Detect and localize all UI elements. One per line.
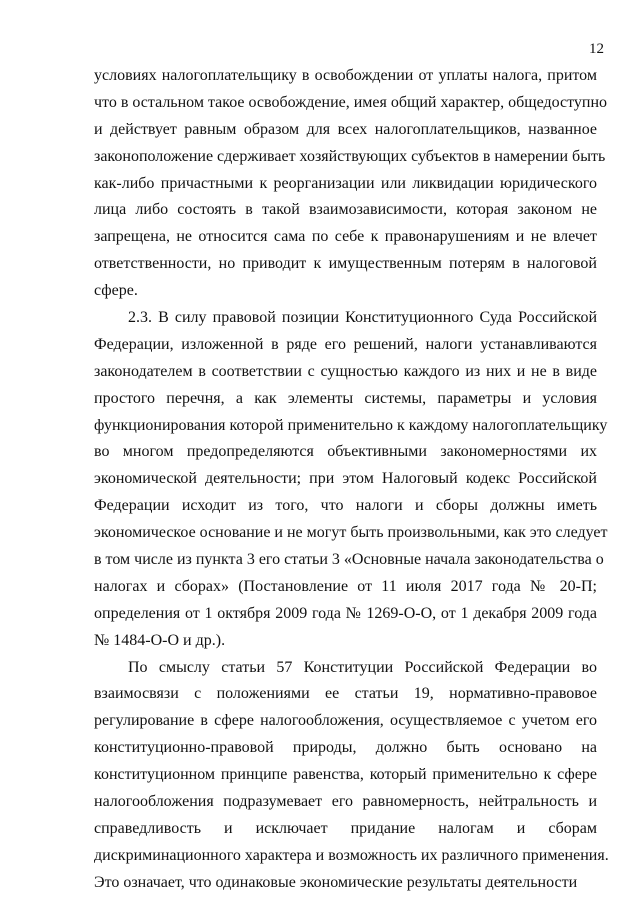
paragraph	[94, 63, 608, 305]
text-line: конституционно-правовой природы, должно быть основано на	[94, 739, 597, 757]
text-line: законоположение сдерживает хозяйствующих субъектов в намерении быть	[94, 147, 606, 165]
text-line: законодателем в соответствии с сущностью каждого из них и не в виде	[94, 362, 597, 380]
text-line: конституционном принципе равенства, который применительно к сфере	[94, 766, 597, 784]
text-line: что в остальном такое освобождение, имея общий характер, общедоступно	[94, 93, 608, 111]
text-line: Это означает, что одинаковые экономические результаты деятельности	[94, 873, 578, 891]
text-line: Федерации, изложенной в ряде его решений, налоги устанавливаются	[94, 335, 597, 353]
text-line: регулирование в сфере налогообложения, осуществляемое с учетом его	[94, 712, 597, 730]
text-line: в том числе из пункта 3 его статьи 3 «Основные начала законодательства о	[94, 551, 604, 569]
text-line: и действует равным образом для всех налогоплательщиков, названное	[94, 120, 597, 138]
text-line: дискриминационного характера и возможность их различного применения.	[94, 846, 609, 864]
text-line: экономическое основание и не могут быть произвольными, как это следует	[94, 524, 608, 542]
text-line: во многом предопределяются объективными закономерностями их	[94, 443, 597, 461]
text-line: По смыслу статьи 57 Конституции Российской Федерации во	[128, 658, 597, 676]
page-number: 12	[589, 41, 604, 57]
text-line: налогах и сборах» (Постановление от 11 июля 2017 года № 20-П;	[94, 577, 597, 595]
text-line: экономической деятельности; при этом Налоговый кодекс Российской	[94, 470, 597, 488]
document-body	[94, 63, 609, 897]
paragraph	[94, 655, 609, 897]
text-line: 2.3. В силу правовой позиции Конституционного Суда Российской	[128, 309, 597, 327]
text-line: налогообложения подразумевает его равномерность, нейтральность и	[94, 793, 597, 811]
text-line: функционирования которой применительно к каждому налогоплательщику	[94, 416, 608, 434]
text-line: Федерации исходит из того, что налоги и сборы должны иметь	[94, 497, 597, 515]
text-line: взаимосвязи с положениями ее статьи 19, нормативно-правовое	[94, 685, 597, 703]
text-line: лица либо состоять в такой взаимозависимости, которая законом не	[94, 201, 597, 219]
text-line: сфере.	[94, 282, 138, 300]
paragraph	[94, 305, 608, 655]
text-line: ответственности, но приводит к имущественным потерям в налоговой	[94, 255, 597, 273]
text-line: как-либо причастными к реорганизации или ликвидации юридического	[94, 174, 597, 192]
text-line: простого перечня, а как элементы системы, параметры и условия	[94, 389, 597, 407]
text-line: определения от 1 октября 2009 года № 1269-О-О, от 1 декабря 2009 года	[94, 604, 597, 622]
text-line: № 1484-О-О и др.).	[94, 631, 226, 649]
text-line: запрещена, не относится сама по себе к правонарушениям и не влечет	[94, 228, 597, 246]
text-line: условиях налогоплательщику в освобождении от уплаты налога, притом	[94, 67, 597, 84]
text-line: справедливость и исключает придание налогам и сборам	[94, 819, 597, 837]
